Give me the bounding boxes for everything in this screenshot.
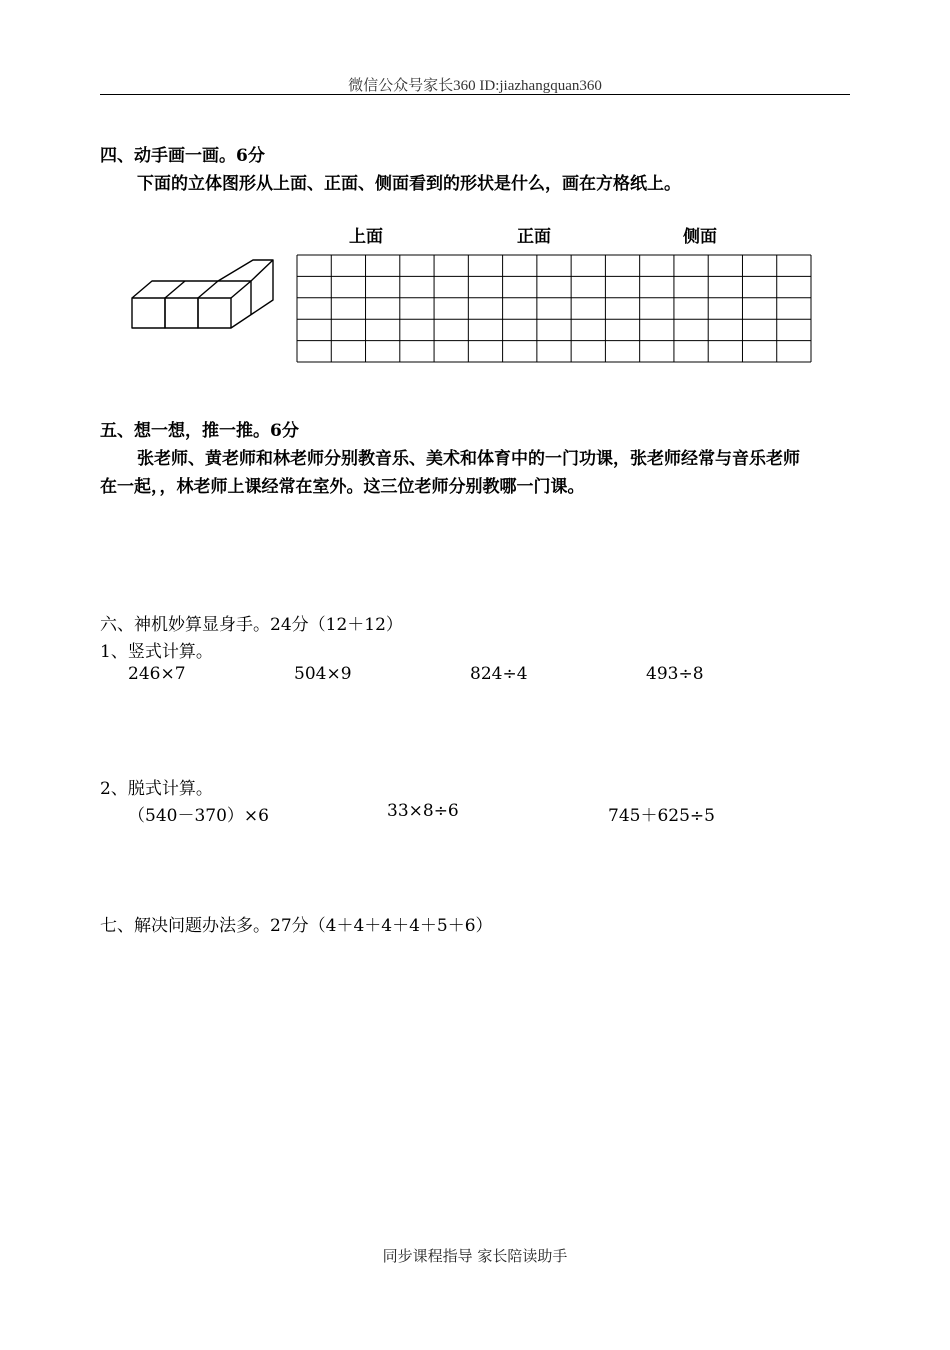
section4-heading: 四、动手画一画。6分	[100, 146, 265, 166]
cube-figure	[125, 255, 285, 335]
page-header: 微信公众号家长360 ID:jiazhangquan360	[348, 78, 602, 94]
section6-heading: 六、神机妙算显身手。24分（12＋12）	[100, 615, 403, 635]
section4-instruction: 下面的立体图形从上面、正面、侧面看到的形状是什么，画在方格纸上。	[137, 174, 681, 194]
header-rule	[100, 94, 850, 95]
cube-front-face	[132, 298, 165, 328]
back-cube-outline	[218, 260, 273, 328]
cube-top-edge	[165, 281, 185, 298]
view-label-top: 上面	[349, 227, 383, 247]
section5-line2: 在一起，，林老师上课经常在室外。这三位老师分别教哪一门课。	[100, 477, 585, 497]
calc-item: 246×7	[128, 664, 186, 684]
expr-item: 745＋625÷5	[608, 806, 715, 826]
calc-item: 504×9	[294, 664, 352, 684]
page-footer: 同步课程指导 家长陪读助手	[382, 1247, 568, 1265]
cube-front-face	[165, 298, 198, 328]
view-label-side: 侧面	[683, 227, 717, 247]
section5-heading: 五、想一想，推一推。6分	[100, 421, 299, 441]
view-label-front: 正面	[517, 227, 551, 247]
back-cube-edge	[251, 260, 273, 281]
calc-item: 493÷8	[646, 664, 704, 684]
expr-item: 33×8÷6	[387, 801, 459, 821]
calc-item: 824÷4	[470, 664, 528, 684]
cube-top-edge	[231, 281, 251, 298]
cube-front-face	[198, 298, 231, 328]
part2-title: 2、脱式计算。	[100, 779, 213, 799]
expr-item: （540－370）×6	[128, 806, 269, 826]
section7-heading: 七、解决问题办法多。27分（4＋4＋4＋4＋5＋6）	[100, 916, 493, 936]
section5-line1: 张老师、黄老师和林老师分别教音乐、美术和体育中的一门功课，张老师经常与音乐老师	[137, 449, 800, 469]
grid-paper	[296, 254, 812, 364]
part1-title: 1、竖式计算。	[100, 642, 213, 662]
cube-top-edge	[198, 281, 218, 298]
